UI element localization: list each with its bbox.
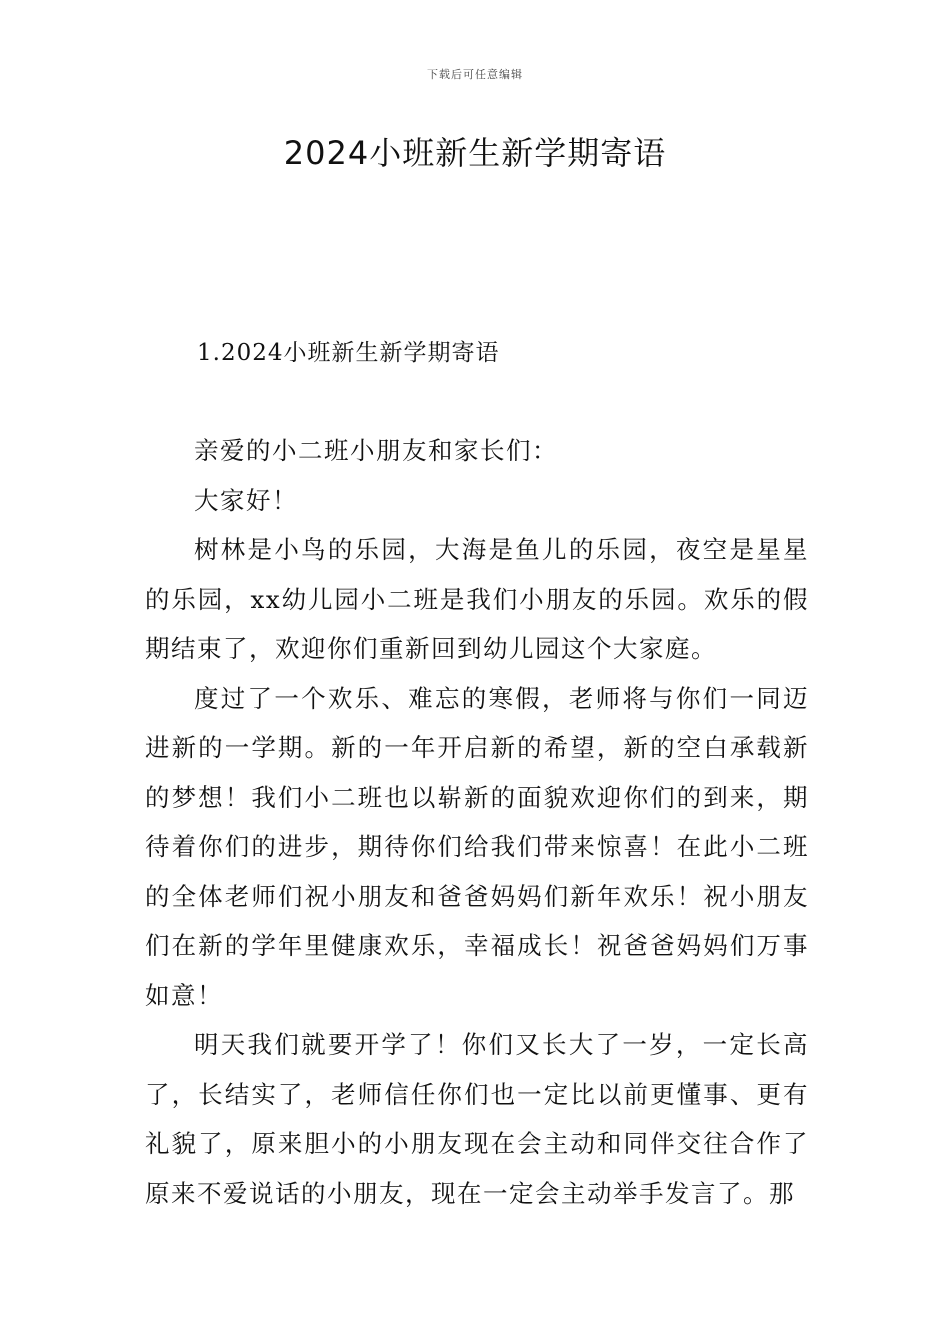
paragraph-greeting: 亲爱的小二班小朋友和家长们： xyxy=(194,436,558,465)
document-body xyxy=(145,426,809,1218)
paragraph: 树林是小鸟的乐园，大海是鱼儿的乐园，夜空是星星的乐园，xx幼儿园小二班是我们小朋友的乐园。欢乐的假期结束了，欢迎你们重新回到幼儿园这个大家庭。 xyxy=(145,535,809,663)
header-note: 下载后可任意编辑 xyxy=(427,68,523,81)
document-title: 2024小班新生新学期寄语 xyxy=(283,134,667,172)
paragraph-hello: 大家好！ xyxy=(194,485,298,515)
section-heading: 1.2024小班新生新学期寄语 xyxy=(197,340,500,366)
paragraph: 度过了一个欢乐、难忘的寒假，老师将与你们一同迈进新的一学期。新的一年开启新的希望，新的空白承载新的梦想！我们小二班也以崭新的面貌欢迎你们的到来，期待着你们的进步，期待你们给我们带来惊喜！在此小二班的全体老师们祝小朋友和爸爸妈妈们新年欢乐！祝小朋友们在新的学年里健康欢乐，幸福成长！祝爸爸妈妈们万事如意！ xyxy=(145,683,809,1010)
paragraph: 明天我们就要开学了！你们又长大了一岁，一定长高了，长结实了，老师信任你们也一定比以前更懂事、更有礼貌了，原来胆小的小朋友现在会主动和同伴交往合作了原来不爱说话的小朋友，现在一定会主动举手发言了。那 xyxy=(145,1030,809,1208)
